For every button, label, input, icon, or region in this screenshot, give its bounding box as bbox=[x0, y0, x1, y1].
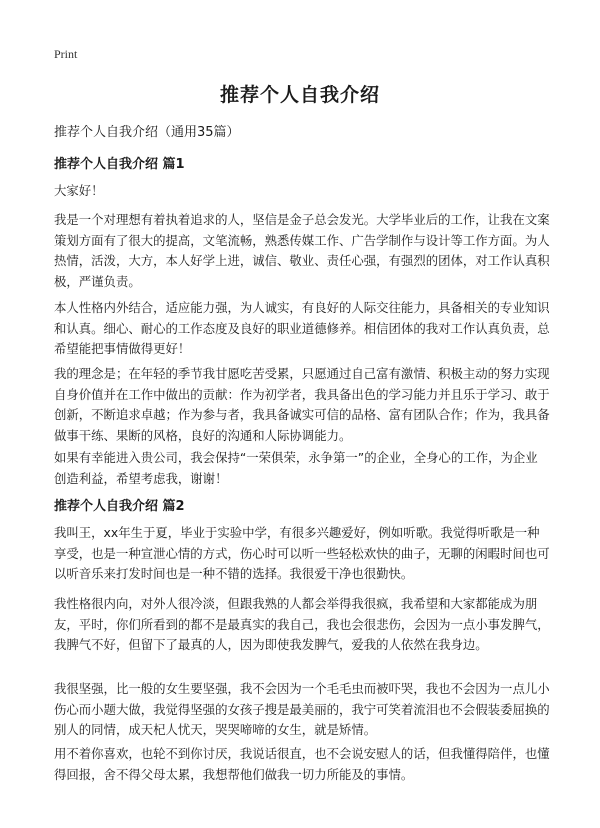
paragraph: 如果有幸能进入贵公司，我会保持“一荣俱荣，永争第一”的企业，全身心的工作，为企业创造利益，希望考虑我，谢谢！ bbox=[54, 450, 538, 486]
paragraph: 我叫王，xx年生于夏，毕业于实验中学，有很多兴趣爱好，例如听歌。我觉得听歌是一种享受，也是一种宣泄心情的方式，伤心时可以听一些轻松欢快的曲子，无聊的闲暇时间也可以听音乐来打发时间也是一种不错的选择。我很爱干净也很勤快。 bbox=[54, 525, 550, 581]
paragraph: 我很坚强，比一般的女生要坚强，我不会因为一个毛毛虫而被吓哭，我也不会因为一点儿小伤心而小题大做，我觉得坚强的女孩子搜是最美丽的，我宁可笑着流泪也不会假装委屈换的别人的同情，成天杞人忧天，哭哭啼啼的女生，就是矫情。 bbox=[54, 681, 550, 737]
section-heading-2: 推荐个人自我介绍 篇2 bbox=[54, 499, 185, 514]
paragraph: 大家好！ bbox=[54, 183, 104, 198]
paragraph: 我的理念是；在年轻的季节我甘愿吃苦受累，只愿通过自己富有激情、积极主动的努力实现自身价值并在工作中做出的贡献：作为初学者，我具备出色的学习能力并且乐于学习、敢于创新，不断追求卓越；作为参与者，我具备诚实可信的品格、富有团队合作；作为，我具备做事干练、果断的风格，良好的沟通和人际协调能力。 bbox=[54, 366, 550, 443]
paragraph: 我性格很内向，对外人很冷淡，但跟我熟的人都会举得我很疯，我希望和大家都能成为朋友，平时，你们所看到的都不是最真实的我自己，我也会很悲伤，会因为一点小事发脾气，我脾气不好，但留下了最真的人，因为即使我发脾气，爱我的人依然在我身边。 bbox=[54, 596, 550, 652]
paragraph: 我是一个对理想有着执着追求的人，坚信是金子总会发光。大学毕业后的工作，让我在文案策划方面有了很大的提高，文笔流畅，熟悉传媒工作、广告学制作与设计等工作方面。为人热情，活泼，大方，本人好学上进，诚信、敬业、责任心强，有强烈的团体，对工作认真积极，严谨负责。 bbox=[54, 212, 550, 289]
paragraph: 用不着你喜欢，也轮不到你讨厌，我说话很直，也不会说安慰人的话，但我懂得陪伴，也懂得回报，舍不得父母太累，我想帮他们做我一切力所能及的事情。 bbox=[54, 746, 550, 782]
print-link[interactable]: Print bbox=[54, 47, 78, 61]
paragraph: 本人性格内外结合，适应能力强，为人诚实，有良好的人际交往能力，具备相关的专业知识和认真。细心、耐心的工作态度及良好的职业道德修养。相信团体的我对工作认真负责，总希望能把事情做得更好！ bbox=[54, 300, 550, 356]
section-heading-1: 推荐个人自我介绍 篇1 bbox=[54, 157, 185, 172]
document-title: 推荐个人自我介绍 bbox=[219, 84, 380, 106]
document-subtitle: 推荐个人自我介绍（通用35篇） bbox=[54, 125, 240, 140]
